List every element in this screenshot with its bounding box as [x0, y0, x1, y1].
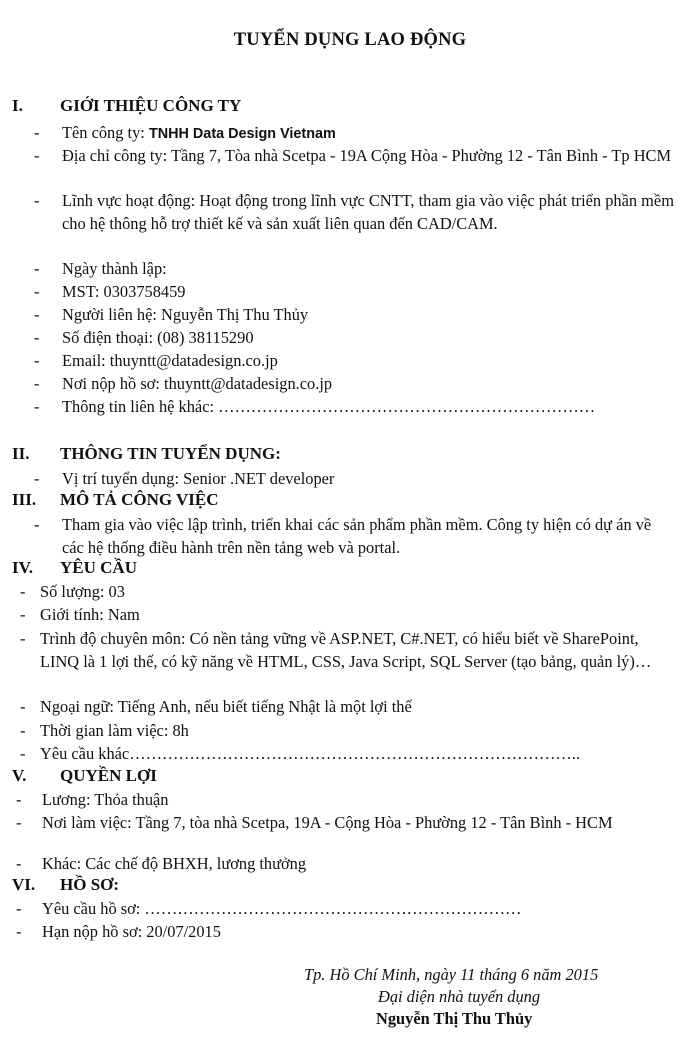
- bullet-dash: -: [34, 328, 40, 347]
- bullet-dash: -: [16, 790, 22, 809]
- bullet-dash: -: [34, 146, 40, 165]
- business-field: Lĩnh vực hoạt động: Hoạt động trong lĩnh vực CNTT, tham gia vào việc phát triển phần mềm cho hệ thông hỗ trợ thiết kế và sản xuất liên quan đến CAD/CAM.: [62, 191, 674, 233]
- list-item: [34, 190, 674, 235]
- bullet-dash: -: [34, 515, 40, 534]
- bullet-dash: -: [34, 351, 40, 370]
- bullet-dash: -: [16, 922, 22, 941]
- list-item: [34, 145, 674, 168]
- list-item: [16, 789, 666, 812]
- bullet-dash: -: [20, 605, 26, 624]
- professional-skills: Trình độ chuyên môn: Có nền tảng vững về ASP.NET, C#.NET, có hiểu biết về SharePoint, LINQ là 1 lợi thế, có kỹ năng về HTML, CSS, Java Script, SQL Server (tạo bảng, quản lý)…: [40, 629, 652, 671]
- list-item: [34, 304, 674, 327]
- list-item: [34, 350, 674, 373]
- gender: Giới tính: Nam: [40, 605, 140, 624]
- bullet-dash: -: [34, 397, 40, 416]
- bullet-dash: -: [16, 899, 22, 918]
- list-item: [20, 720, 670, 743]
- list-item: [34, 514, 674, 559]
- section-heading-1: [12, 96, 241, 116]
- bullet-dash: -: [34, 282, 40, 301]
- section-heading-5: [12, 766, 157, 786]
- workplace: Nơi làm việc: Tầng 7, tòa nhà Scetpa, 19A - Cộng Hòa - Phường 12 - Tân Bình - HCM: [42, 813, 613, 832]
- section-number: II.: [12, 444, 30, 463]
- list-item: [34, 327, 674, 350]
- company-name-value: TNHH Data Design Vietnam: [148, 126, 336, 142]
- tax-code: MST: 0303758459: [62, 282, 186, 301]
- list-item: [20, 743, 675, 766]
- section-number: V.: [12, 766, 27, 785]
- section-heading-6: [12, 875, 119, 895]
- job-position: Vị trí tuyển dụng: Senior .NET developer: [62, 469, 335, 488]
- email: Email: thuyntt@datadesign.co.jp: [62, 351, 278, 370]
- bullet-dash: -: [34, 305, 40, 324]
- bullet-dash: -: [20, 721, 26, 740]
- company-name-label: Tên công ty:: [62, 123, 149, 142]
- bullet-dash: -: [34, 123, 40, 142]
- application-requirements: Yêu cầu hồ sơ: ……………………………………………………………: [42, 899, 522, 918]
- company-address: Địa chỉ công ty: Tầng 7, Tòa nhà Scetpa - 19A Cộng Hòa - Phường 12 - Tân Bình - Tp HCM: [62, 146, 672, 165]
- other-contact-info: Thông tin liên hệ khác: ……………………………………………………………: [62, 397, 596, 416]
- section-number: IV.: [12, 558, 33, 577]
- job-description: Tham gia vào việc lập trình, triển khai các sản phẩm phần mềm. Công ty hiện có dự án về các hệ thống điều hành trên nền tảng web và portal.: [62, 515, 652, 557]
- list-item: [34, 468, 674, 491]
- list-item: [16, 921, 666, 944]
- other-benefits: Khác: Các chế độ BHXH, lương thưởng: [42, 854, 307, 873]
- section-number: I.: [12, 96, 23, 115]
- section-title: HỒ SƠ:: [60, 875, 120, 894]
- bullet-dash: -: [34, 374, 40, 393]
- section-title: QUYỀN LỢI: [60, 766, 157, 785]
- working-hours: Thời gian làm việc: 8h: [40, 721, 189, 740]
- section-title: YÊU CẦU: [60, 558, 137, 577]
- founding-date: Ngày thành lập:: [62, 259, 167, 278]
- salary: Lương: Thỏa thuận: [42, 790, 169, 809]
- bullet-dash: -: [34, 191, 40, 210]
- section-title: THÔNG TIN TUYỂN DỤNG:: [60, 444, 281, 463]
- bullet-dash: -: [20, 697, 26, 716]
- bullet-dash: -: [16, 813, 22, 832]
- list-item: [16, 898, 676, 921]
- list-item: [20, 581, 670, 604]
- list-item: [20, 696, 670, 719]
- bullet-dash: -: [20, 744, 26, 763]
- section-heading-2: [12, 444, 281, 464]
- signature-date-line: Tp. Hồ Chí Minh, ngày 11 tháng 6 năm 2015: [304, 965, 599, 984]
- other-requirements: Yêu cầu khác………………………………………………………………………..: [40, 744, 580, 763]
- section-title: MÔ TẢ CÔNG VIỆC: [60, 490, 219, 509]
- application-deadline: Hạn nộp hồ sơ: 20/07/2015: [42, 922, 221, 941]
- list-item: [20, 628, 672, 673]
- list-item: [34, 122, 674, 146]
- list-item: [20, 604, 670, 627]
- document-title: TUYỂN DỤNG LAO ĐỘNG: [233, 30, 467, 50]
- bullet-dash: -: [16, 854, 22, 873]
- contact-person: Người liên hệ: Nguyễn Thị Thu Thủy: [62, 305, 309, 324]
- bullet-dash: -: [34, 259, 40, 278]
- signature-name: Nguyễn Thị Thu Thủy: [376, 1009, 533, 1028]
- application-email: Nơi nộp hồ sơ: thuyntt@datadesign.co.jp: [62, 374, 333, 393]
- section-title: GIỚI THIỆU CÔNG TY: [60, 96, 242, 115]
- section-number: VI.: [12, 875, 36, 894]
- list-item: [16, 853, 666, 876]
- section-heading-4: [12, 558, 137, 578]
- list-item: [34, 373, 674, 396]
- bullet-dash: -: [20, 629, 26, 648]
- section-heading-3: [12, 490, 219, 510]
- phone-number: Số điện thoại: (08) 38115290: [62, 328, 254, 347]
- signature-role: Đại diện nhà tuyển dụng: [378, 987, 541, 1006]
- list-item: [16, 812, 666, 835]
- quantity: Số lượng: 03: [40, 582, 125, 601]
- bullet-dash: -: [20, 582, 26, 601]
- bullet-dash: -: [34, 469, 40, 488]
- list-item: [34, 281, 674, 304]
- foreign-language: Ngoại ngữ: Tiếng Anh, nếu biết tiếng Nhật là một lợi thế: [40, 697, 412, 716]
- list-item: [34, 396, 674, 419]
- section-number: III.: [12, 490, 37, 509]
- list-item: [34, 258, 674, 281]
